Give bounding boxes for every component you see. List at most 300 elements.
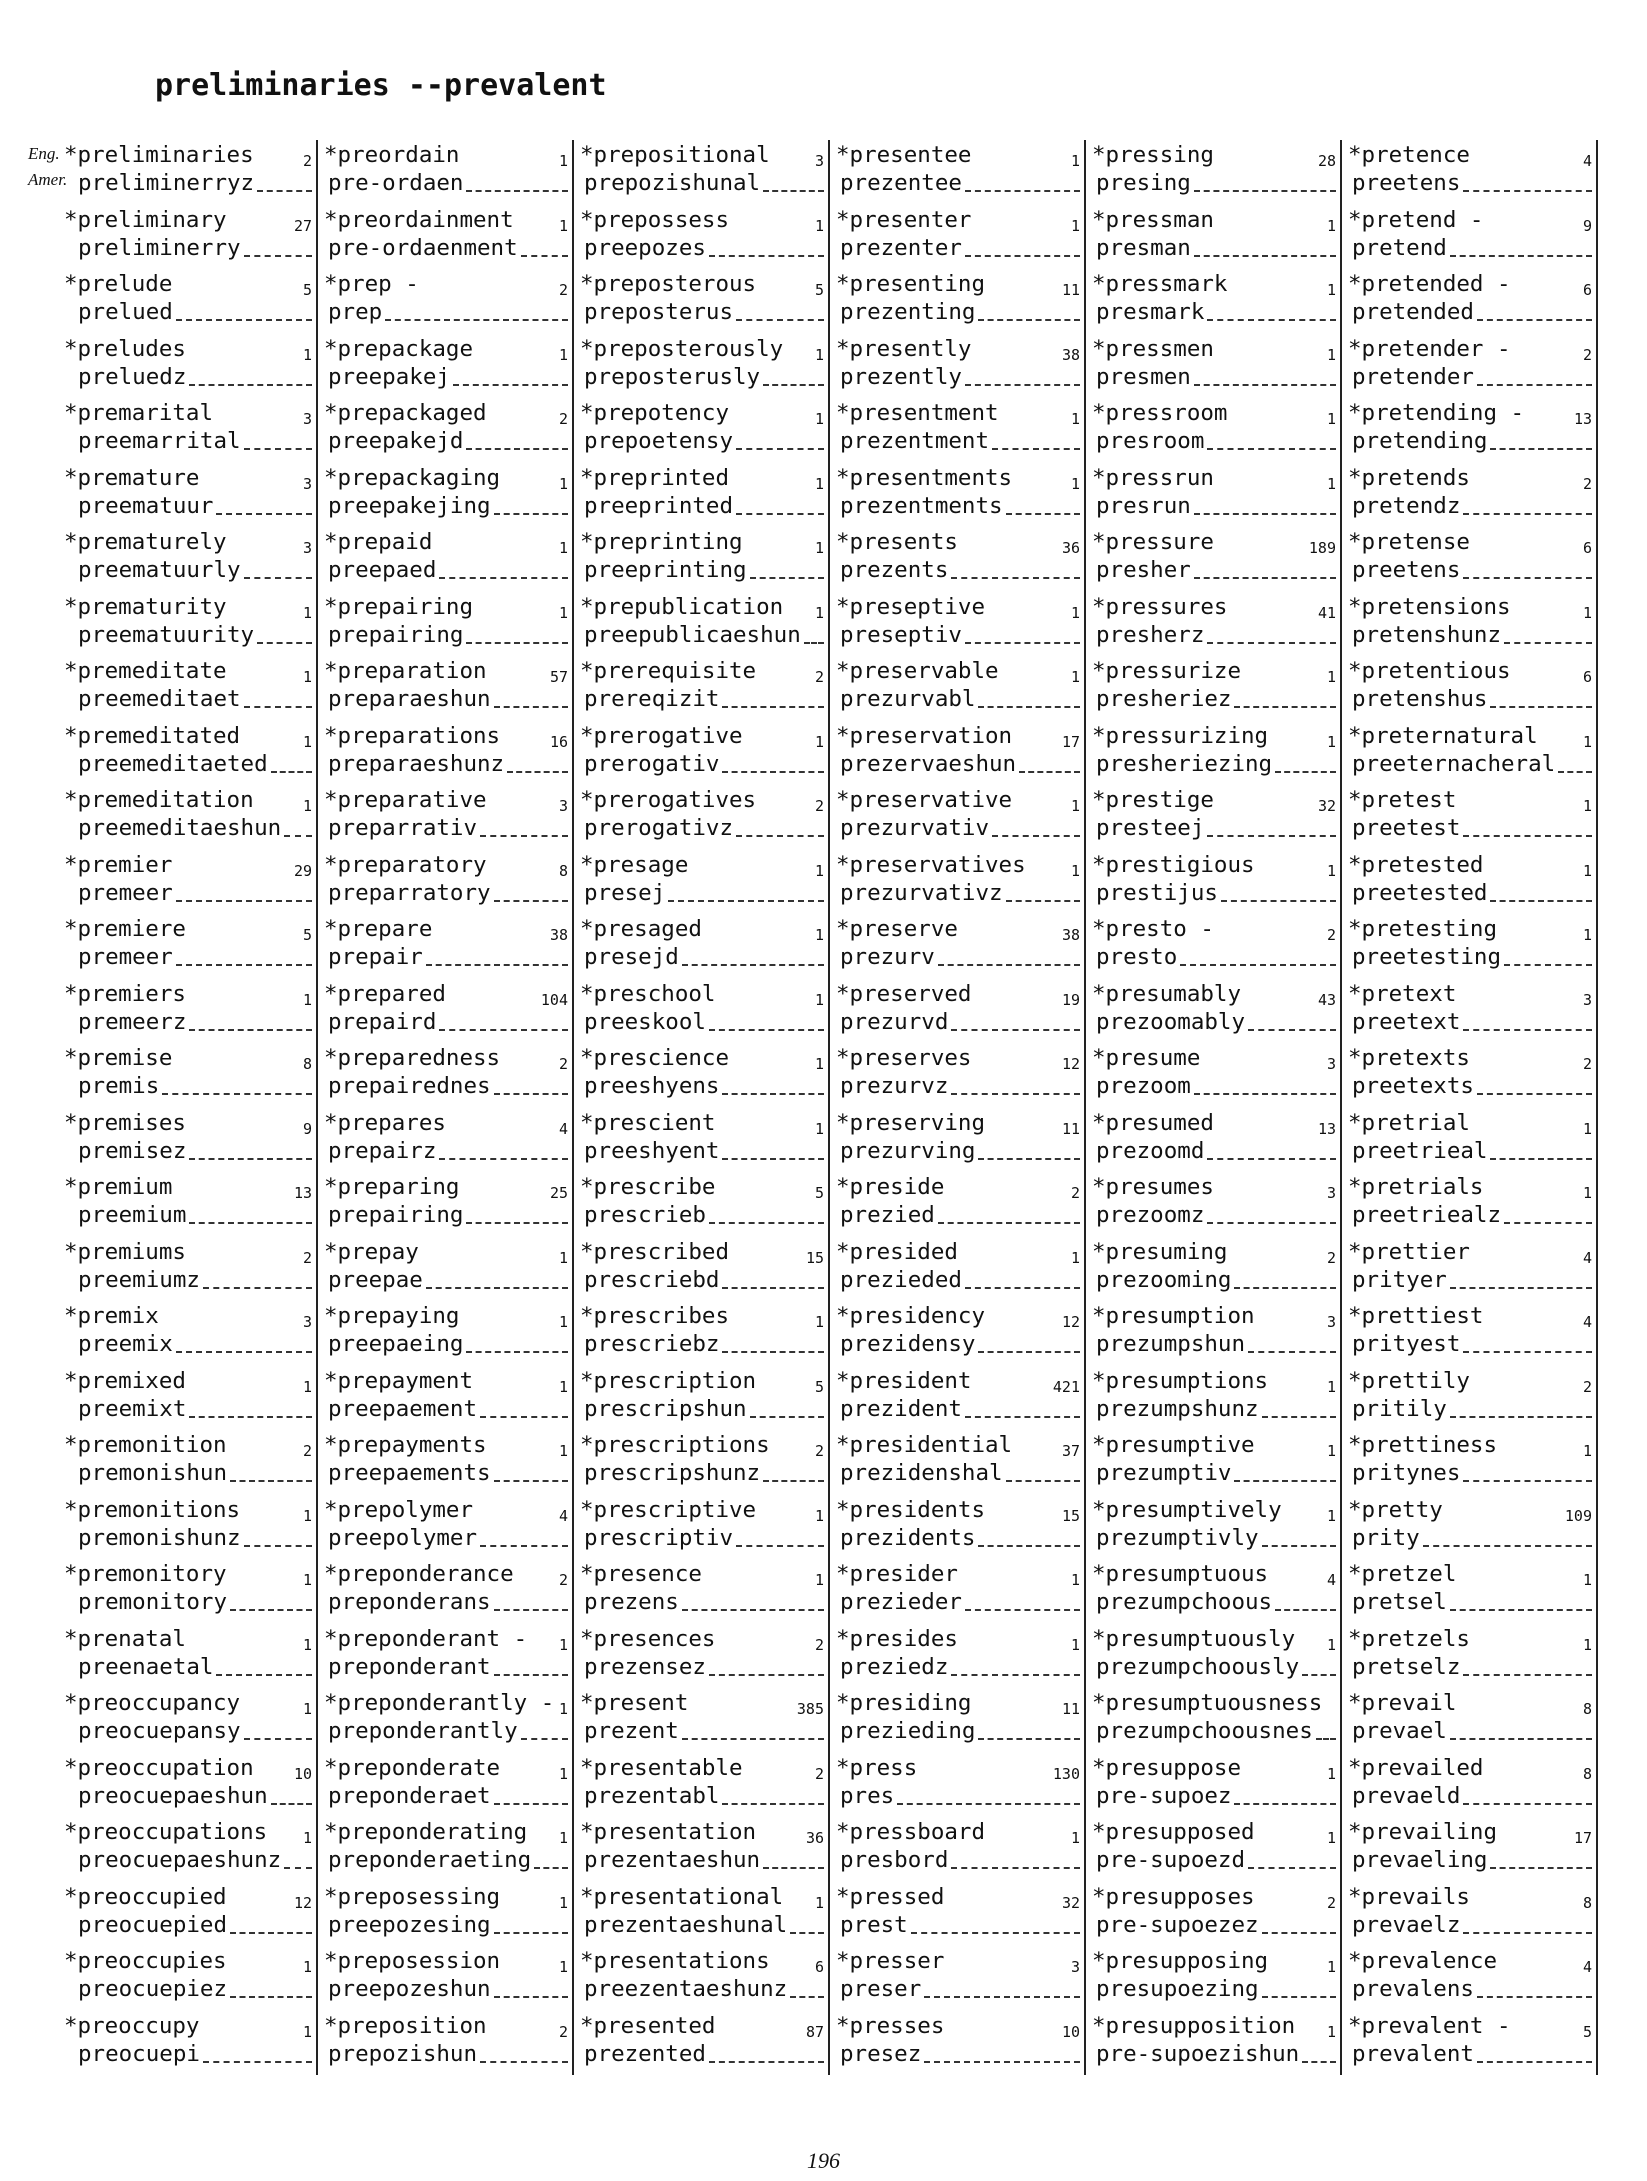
headword: *presidential xyxy=(836,1432,1013,1458)
headword: *prepackaged xyxy=(324,400,487,426)
word-entry xyxy=(318,1301,574,1366)
dotted-leader xyxy=(1423,1545,1592,1547)
respelling: preocuepi xyxy=(78,2040,200,2067)
word-entry xyxy=(574,979,830,1044)
frequency-count: 2 xyxy=(1070,1184,1080,1202)
respelling: preematuurly xyxy=(78,557,241,583)
word-entry xyxy=(1086,269,1342,334)
frequency-count: 1 xyxy=(1070,474,1080,493)
word-entry xyxy=(318,1237,574,1302)
headword: *pretend - xyxy=(1348,206,1484,233)
word-entry xyxy=(830,334,1086,399)
headword: *prepaid xyxy=(324,529,433,555)
word-entry xyxy=(1342,1237,1598,1302)
headword: *prenatal xyxy=(64,1625,186,1652)
word-column xyxy=(574,140,830,2075)
word-entry xyxy=(574,1301,830,1366)
dotted-leader xyxy=(1194,1093,1336,1095)
respelling: presteej xyxy=(1096,815,1205,841)
word-entry xyxy=(1342,1043,1598,1108)
respelling: presheriezing xyxy=(1096,750,1273,777)
word-entry xyxy=(830,140,1086,205)
headword: *premises xyxy=(64,1109,186,1136)
word-column xyxy=(1342,140,1598,2075)
dotted-leader xyxy=(1207,1158,1336,1160)
dotted-leader xyxy=(736,448,824,450)
headword: *preparedness xyxy=(324,1045,501,1071)
word-entry xyxy=(318,1366,574,1431)
word-entry xyxy=(1086,1237,1342,1302)
word-entry xyxy=(1342,721,1598,786)
dotted-leader xyxy=(978,1158,1080,1160)
headword: *pressed xyxy=(836,1883,945,1910)
headword: *prescribes xyxy=(580,1303,730,1329)
word-entry xyxy=(830,1688,1086,1753)
word-entry xyxy=(574,850,830,915)
dotted-leader xyxy=(763,1480,824,1482)
frequency-count: 1 xyxy=(1070,1248,1080,1267)
frequency-count: 2 xyxy=(558,2022,568,2041)
dotted-leader xyxy=(466,448,568,450)
respelling: pretended xyxy=(1352,299,1474,325)
headword: *prescriptions xyxy=(580,1432,770,1458)
headword: *prevails xyxy=(1348,1883,1470,1910)
frequency-count: 4 xyxy=(1582,1958,1592,1976)
headword: *premium xyxy=(64,1174,173,1200)
respelling: pretend xyxy=(1352,234,1447,261)
respelling: prezurv xyxy=(840,944,935,970)
headword: *prevalence xyxy=(1348,1948,1498,1974)
dotted-leader xyxy=(763,1867,824,1869)
frequency-count: 41 xyxy=(1317,603,1336,622)
frequency-count: 1 xyxy=(1070,152,1080,170)
dotted-leader xyxy=(1302,2061,1336,2063)
respelling: prereqizit xyxy=(584,686,720,712)
frequency-count: 1 xyxy=(1582,1442,1592,1460)
frequency-count: 1 xyxy=(814,1313,824,1331)
dotted-leader xyxy=(244,706,312,708)
headword: *preoccupies xyxy=(64,1948,227,1974)
frequency-count: 1 xyxy=(1070,668,1080,686)
frequency-count: 130 xyxy=(1052,1764,1080,1783)
headword: *preternatural xyxy=(1348,722,1538,749)
frequency-count: 1 xyxy=(302,1700,312,1718)
dotted-leader xyxy=(439,1158,568,1160)
word-entry xyxy=(1086,527,1342,592)
respelling: pretending xyxy=(1352,428,1488,454)
headword: *prescribe xyxy=(580,1174,716,1200)
frequency-count: 1 xyxy=(302,2022,312,2041)
frequency-count: 5 xyxy=(814,281,824,299)
respelling: prezoomd xyxy=(1096,1137,1205,1164)
frequency-count: 1 xyxy=(1326,281,1336,299)
headword: *preservable xyxy=(836,658,999,684)
word-entry xyxy=(574,140,830,205)
frequency-count: 8 xyxy=(1582,1893,1592,1912)
respelling: prepairednes xyxy=(328,1073,491,1099)
respelling: preeternacheral xyxy=(1352,750,1556,777)
headword: *presents xyxy=(836,529,958,555)
respelling: presmen xyxy=(1096,363,1191,390)
dotted-leader xyxy=(1207,319,1336,321)
headword: *presumably xyxy=(1092,980,1242,1007)
word-entry xyxy=(830,785,1086,850)
headword: *prepare xyxy=(324,916,433,942)
word-entry xyxy=(1086,1882,1342,1947)
headword: *prelude xyxy=(64,271,173,297)
respelling: preemixt xyxy=(78,1395,187,1422)
frequency-count: 1 xyxy=(1326,1377,1336,1396)
frequency-count: 13 xyxy=(1317,1119,1336,1138)
word-entry xyxy=(62,1366,318,1431)
word-entry xyxy=(1342,269,1598,334)
headword: *pressroom xyxy=(1092,400,1228,426)
headword: *prepolymer xyxy=(324,1496,474,1523)
headword: *preponderance xyxy=(324,1561,514,1587)
headword: *premeditated xyxy=(64,722,241,749)
headword: *presences xyxy=(580,1625,716,1652)
respelling: prerogativ xyxy=(584,750,720,777)
respelling: pretender xyxy=(1352,363,1474,390)
headword: *prepared xyxy=(324,980,446,1007)
word-entry xyxy=(1086,1817,1342,1882)
word-entry xyxy=(574,1430,830,1495)
word-entry xyxy=(1086,1366,1342,1431)
frequency-count: 3 xyxy=(302,539,312,557)
word-entry xyxy=(1086,1495,1342,1560)
headword: *presently xyxy=(836,335,972,362)
frequency-count: 1 xyxy=(302,732,312,751)
page-number: 196 xyxy=(807,2148,840,2173)
word-entry xyxy=(830,1624,1086,1689)
word-list-grid xyxy=(62,140,1600,2075)
word-entry xyxy=(1342,398,1598,463)
dotted-leader xyxy=(1019,771,1080,773)
respelling: prezident xyxy=(840,1395,962,1422)
frequency-count: 1 xyxy=(302,1506,312,1525)
dotted-leader xyxy=(203,1287,312,1289)
respelling: preetrieal xyxy=(1352,1137,1488,1164)
frequency-count: 3 xyxy=(1326,1055,1336,1073)
word-entry xyxy=(1342,1108,1598,1173)
frequency-count: 1 xyxy=(814,1506,824,1525)
headword: *pretense xyxy=(1348,529,1470,555)
dotted-leader xyxy=(1450,1416,1592,1418)
word-entry xyxy=(62,1753,318,1818)
frequency-count: 385 xyxy=(796,1700,824,1718)
frequency-count: 6 xyxy=(814,1958,824,1976)
dotted-leader xyxy=(466,1351,568,1353)
word-entry xyxy=(62,527,318,592)
headword: *prescription xyxy=(580,1367,757,1394)
respelling: preepolymer xyxy=(328,1524,478,1551)
respelling: preetext xyxy=(1352,1008,1461,1035)
respelling: preeprinted xyxy=(584,492,734,519)
respelling: preepaements xyxy=(328,1460,491,1486)
word-entry xyxy=(318,1688,574,1753)
headword: *premonitions xyxy=(64,1496,241,1523)
headword: *preserved xyxy=(836,980,972,1007)
frequency-count: 27 xyxy=(293,216,312,235)
frequency-count: 2 xyxy=(558,1571,568,1589)
respelling: prepaird xyxy=(328,1008,437,1035)
headword: *preludes xyxy=(64,335,186,362)
respelling: prezently xyxy=(840,363,962,390)
headword: *preoccupied xyxy=(64,1883,227,1910)
word-entry xyxy=(574,1366,830,1431)
respelling: prepozishun xyxy=(328,2040,478,2067)
frequency-count: 3 xyxy=(814,152,824,170)
dotted-leader xyxy=(709,1222,824,1224)
dotted-leader xyxy=(924,2061,1080,2063)
frequency-count: 1 xyxy=(558,474,568,493)
respelling: presherz xyxy=(1096,621,1205,648)
headword: *prescient xyxy=(580,1109,716,1136)
respelling: preseptiv xyxy=(840,621,962,648)
headword: *preordain xyxy=(324,142,460,168)
headword: *preliminary xyxy=(64,206,227,233)
frequency-count: 3 xyxy=(302,474,312,493)
headword: *presumptively xyxy=(1092,1496,1282,1523)
frequency-count: 1 xyxy=(302,668,312,686)
word-entry xyxy=(574,1559,830,1624)
word-entry xyxy=(1086,1688,1342,1753)
respelling: preemeditaet xyxy=(78,686,241,712)
frequency-count: 1 xyxy=(302,1829,312,1847)
respelling: prezents xyxy=(840,557,949,583)
word-entry xyxy=(574,1108,830,1173)
respelling: prezumpchoousnes xyxy=(1096,1718,1313,1744)
respelling: preluedz xyxy=(78,363,187,390)
headword: *prerogative xyxy=(580,722,743,749)
frequency-count: 2 xyxy=(302,1442,312,1460)
respelling: prevalent xyxy=(1352,2040,1474,2067)
word-entry xyxy=(830,592,1086,657)
dotted-leader xyxy=(1262,1416,1336,1418)
dotted-leader xyxy=(965,384,1080,386)
respelling: prezentaeshunal xyxy=(584,1911,788,1938)
respelling: preocuepansy xyxy=(78,1718,241,1744)
dotted-leader xyxy=(938,964,1080,966)
frequency-count: 1 xyxy=(1326,216,1336,235)
frequency-count: 1 xyxy=(814,345,824,364)
frequency-count: 1 xyxy=(814,990,824,1009)
dotted-leader xyxy=(230,1609,312,1611)
dotted-leader xyxy=(911,1932,1080,1934)
headword: *preprinted xyxy=(580,464,730,491)
word-entry xyxy=(318,463,574,528)
legend-eng: Eng. xyxy=(28,144,60,163)
dotted-leader xyxy=(1207,448,1336,450)
headword: *preparation xyxy=(324,658,487,684)
respelling: prezented xyxy=(584,2040,706,2067)
dotted-leader xyxy=(534,1867,568,1869)
respelling: pre-supoezishun xyxy=(1096,2040,1300,2067)
headword: *prettily xyxy=(1348,1367,1470,1394)
frequency-count: 12 xyxy=(293,1893,312,1912)
respelling: preponderant xyxy=(328,1653,491,1680)
word-entry xyxy=(1086,1430,1342,1495)
dotted-leader xyxy=(1302,1674,1336,1676)
frequency-count: 1 xyxy=(1326,2022,1336,2041)
headword: *preserves xyxy=(836,1045,972,1071)
respelling: preocuepied xyxy=(78,1911,228,1938)
dotted-leader xyxy=(1262,1996,1336,1998)
dotted-leader xyxy=(1262,1932,1336,1934)
dotted-leader xyxy=(1490,448,1592,450)
headword: *preliminaries xyxy=(64,142,254,168)
respelling: prezurvabl xyxy=(840,686,976,712)
dotted-leader xyxy=(722,1351,824,1353)
respelling: preparaeshun xyxy=(328,686,491,712)
headword: *pretence xyxy=(1348,142,1470,168)
word-entry xyxy=(1342,785,1598,850)
frequency-count: 2 xyxy=(814,797,824,815)
word-entry xyxy=(574,463,830,528)
dotted-leader xyxy=(162,1093,312,1095)
respelling: premeerz xyxy=(78,1008,187,1035)
word-entry xyxy=(830,2011,1086,2076)
frequency-count: 1 xyxy=(1326,474,1336,493)
headword: *presuming xyxy=(1092,1238,1228,1265)
frequency-count: 2 xyxy=(558,1055,568,1073)
headword: *prescriptive xyxy=(580,1496,757,1523)
frequency-count: 5 xyxy=(302,926,312,944)
word-entry xyxy=(1086,850,1342,915)
respelling: preponderaeting xyxy=(328,1847,532,1873)
word-entry xyxy=(318,205,574,270)
respelling: prescrieb xyxy=(584,1202,706,1228)
frequency-count: 1 xyxy=(1582,861,1592,880)
dotted-leader xyxy=(722,706,824,708)
word-column xyxy=(830,140,1086,2075)
respelling: prezurvd xyxy=(840,1008,949,1035)
respelling: prezenting xyxy=(840,299,976,325)
frequency-count: 1 xyxy=(1326,410,1336,428)
headword: *preparative xyxy=(324,787,487,813)
word-entry xyxy=(62,398,318,463)
dotted-leader xyxy=(244,1545,312,1547)
frequency-count: 3 xyxy=(1326,1313,1336,1331)
respelling: preepozesing xyxy=(328,1911,491,1938)
headword: *pretentious xyxy=(1348,658,1511,684)
headword: *premeditation xyxy=(64,787,254,813)
word-entry xyxy=(830,1366,1086,1431)
word-entry xyxy=(62,850,318,915)
headword: *presentational xyxy=(580,1883,784,1910)
headword: *pretzel xyxy=(1348,1561,1457,1587)
word-entry xyxy=(1342,463,1598,528)
dotted-leader xyxy=(965,1287,1080,1289)
frequency-count: 1 xyxy=(302,1635,312,1654)
respelling: prezumpchoous xyxy=(1096,1589,1273,1615)
headword: *prepackaging xyxy=(324,464,501,491)
frequency-count: 1 xyxy=(1070,216,1080,235)
frequency-count: 9 xyxy=(302,1119,312,1138)
frequency-count: 2 xyxy=(814,1442,824,1460)
dotted-leader xyxy=(709,255,824,257)
headword: *presenter xyxy=(836,206,972,233)
headword: *pressurize xyxy=(1092,658,1242,684)
dotted-leader xyxy=(494,706,568,708)
dotted-leader xyxy=(494,1609,568,1611)
dotted-leader xyxy=(244,448,312,450)
frequency-count: 1 xyxy=(814,732,824,751)
respelling: prityest xyxy=(1352,1331,1461,1357)
respelling: preparratory xyxy=(328,879,491,906)
respelling: prepozishunal xyxy=(584,170,761,196)
respelling: preeshyens xyxy=(584,1073,720,1099)
word-entry xyxy=(318,1495,574,1560)
headword: *premise xyxy=(64,1045,173,1071)
headword: *premarital xyxy=(64,400,214,426)
respelling: prepair xyxy=(328,944,423,970)
dotted-leader xyxy=(1234,1803,1336,1805)
dotted-leader xyxy=(1006,1480,1080,1482)
respelling: presej xyxy=(584,879,666,906)
word-entry xyxy=(1342,1946,1598,2011)
word-entry xyxy=(574,721,830,786)
dotted-leader xyxy=(426,1287,568,1289)
headword: *pressboard xyxy=(836,1819,986,1845)
respelling: prevaelz xyxy=(1352,1911,1461,1938)
respelling: preematuur xyxy=(78,492,214,519)
dotted-leader xyxy=(189,1029,312,1031)
frequency-count: 1 xyxy=(814,1119,824,1138)
word-entry xyxy=(318,592,574,657)
headword: *pretending - xyxy=(1348,400,1525,426)
frequency-count: 57 xyxy=(549,668,568,686)
respelling: prity xyxy=(1352,1524,1420,1551)
dotted-leader xyxy=(1504,642,1592,644)
headword: *presser xyxy=(836,1948,945,1974)
word-entry xyxy=(62,1946,318,2011)
respelling: preser xyxy=(840,1976,922,2002)
dotted-leader xyxy=(790,1996,824,1998)
respelling: prelued xyxy=(78,299,173,325)
headword: *preposterous xyxy=(580,271,757,297)
frequency-count: 189 xyxy=(1308,539,1336,557)
word-entry xyxy=(1086,1946,1342,2011)
frequency-count: 1 xyxy=(814,603,824,622)
word-entry xyxy=(830,1882,1086,1947)
headword: *pretended - xyxy=(1348,271,1511,297)
word-entry xyxy=(318,979,574,1044)
dotted-leader xyxy=(176,319,312,321)
headword: *presence xyxy=(580,1561,702,1587)
word-entry xyxy=(830,1753,1086,1818)
frequency-count: 17 xyxy=(1061,732,1080,751)
frequency-count: 17 xyxy=(1573,1829,1592,1847)
dotted-leader xyxy=(722,1158,824,1160)
word-entry xyxy=(318,334,574,399)
word-entry xyxy=(1086,205,1342,270)
dotted-leader xyxy=(1194,513,1336,515)
headword: *pretest xyxy=(1348,787,1457,813)
frequency-count: 1 xyxy=(558,1635,568,1654)
frequency-count: 1 xyxy=(558,152,568,170)
headword: *pressure xyxy=(1092,529,1214,555)
dotted-leader xyxy=(992,448,1080,450)
frequency-count: 1 xyxy=(1582,603,1592,622)
frequency-count: 2 xyxy=(1582,1377,1592,1396)
headword: *pretensions xyxy=(1348,593,1511,620)
dotted-leader xyxy=(1248,1029,1336,1031)
headword: *prevail xyxy=(1348,1690,1457,1716)
dotted-leader xyxy=(1234,1287,1336,1289)
headword: *preordainment xyxy=(324,206,514,233)
respelling: prepairing xyxy=(328,1202,464,1228)
